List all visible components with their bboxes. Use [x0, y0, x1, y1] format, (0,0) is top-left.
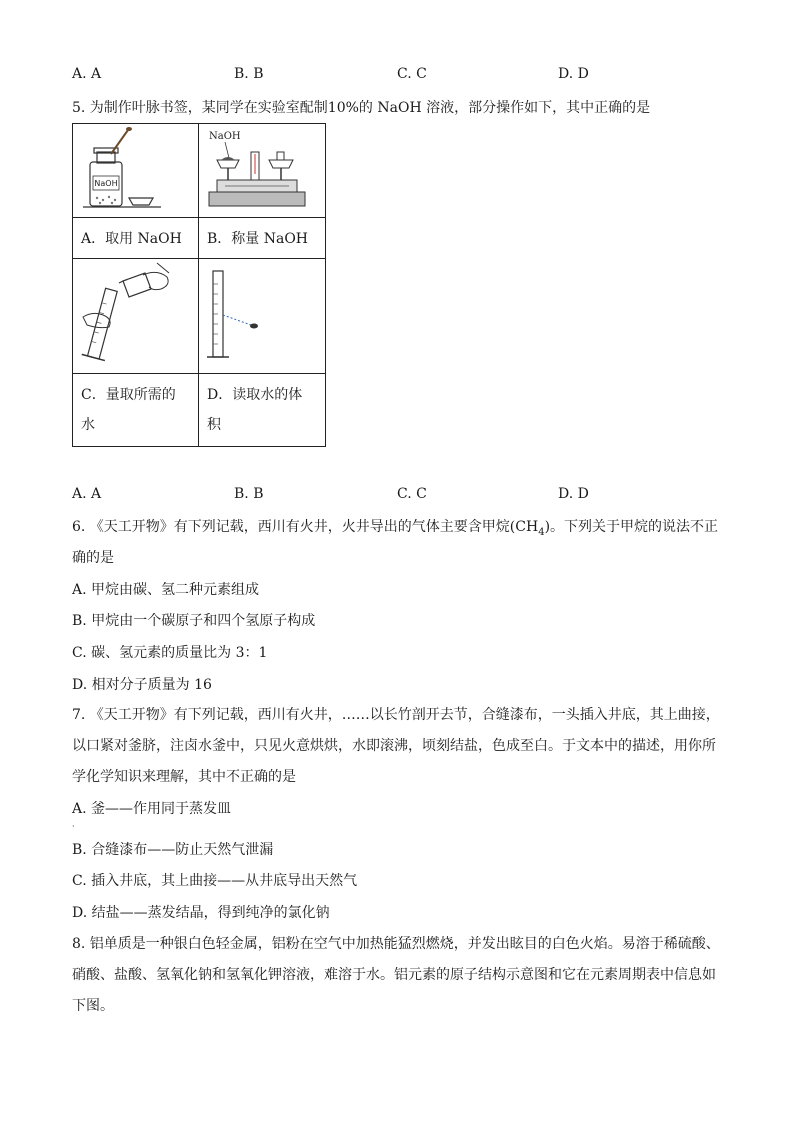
eye-icon: [250, 324, 258, 329]
q5-label-d-line2: 积: [207, 417, 221, 433]
q5-label-c: [73, 374, 199, 447]
q5-label-c-line1: C．量取所需的: [81, 387, 176, 403]
pouring-cylinder-icon: [73, 259, 190, 373]
q6-stem-line2: 确的是: [72, 550, 114, 566]
q5-label-d-line1: D．读取水的体: [207, 387, 303, 403]
q7-option-a: A. 釜——作用同于蒸发皿: [72, 801, 232, 817]
q6-stem-line1: [72, 517, 718, 543]
q5-label-b: B．称量 NaOH: [199, 218, 326, 259]
q5-image-c-cell: [73, 259, 199, 374]
q5-label-d: [199, 374, 326, 447]
q5-image-d-cell: [199, 259, 326, 374]
q6-option-a: A. 甲烷由碳、氢二种元素组成: [72, 582, 260, 598]
q5-image-a-cell: [73, 124, 199, 218]
bottle-label: NaOH: [94, 179, 118, 188]
q4-option-c: C. C: [397, 66, 427, 82]
q4-options: [72, 66, 732, 86]
q7-option-c: C. 插入井底，其上曲接——从井底导出天然气: [72, 873, 358, 889]
q7-stem-line2: 以口紧对釜脐，注卤水釜中，只见火意烘烘，水即滚沸，顷刻结盐，色成至白。于文本中的描述，用你所: [72, 738, 716, 754]
q6-option-d: D. 相对分子质量为 16: [72, 677, 212, 693]
q6-stem-post: )。下列关于甲烷的说法不正: [544, 519, 719, 535]
q4-option-d: D. D: [558, 66, 589, 82]
q5-options: [72, 486, 732, 506]
q5-label-c-line2: 水: [81, 417, 95, 433]
q5-image-b-cell: [199, 124, 326, 218]
reading-cylinder-icon: [199, 259, 317, 373]
balance-scale-icon: [199, 124, 317, 217]
q4-option-a: A. A: [72, 66, 102, 82]
emphasis-dot: ·: [72, 822, 75, 831]
q6-option-b: B. 甲烷由一个碳原子和四个氢原子构成: [72, 613, 316, 629]
q5-option-d: D. D: [558, 486, 589, 502]
balance-label: NaOH: [209, 131, 241, 142]
q6-option-c: C. 碳、氢元素的质量比为 3：1: [72, 645, 268, 661]
q8-stem-line1: 8. 铝单质是一种银白色轻金属，铝粉在空气中加热能猛烈燃烧，并发出眩目的白色火焰。易溶于稀硫酸、: [72, 936, 720, 952]
q7-option-d: D. 结盐——蒸发结晶，得到纯净的氯化钠: [72, 905, 330, 921]
q5-stem: 5. 为制作叶脉书签，某同学在实验室配制10%的 NaOH 溶液，部分操作如下，其中正确的是: [72, 100, 651, 116]
q5-option-a: A. A: [72, 486, 102, 502]
q6-stem-pre: 6. 《天工开物》有下列记载，西川有火井，火井导出的气体主要含甲烷(CH: [72, 519, 539, 535]
reagent-bottle-spoon-icon: [73, 124, 190, 217]
q6-stem-sub: 4: [538, 526, 545, 538]
q5-option-c: C. C: [397, 486, 427, 502]
q5-operations-table: [72, 123, 326, 447]
q7-stem-line3: 学化学知识来理解，其中不正确的是: [72, 769, 296, 785]
q8-stem-line2: 硝酸、盐酸、氢氧化钠和氢氧化钾溶液，难溶于水。铝元素的原子结构示意图和它在元素周期表中信息如: [72, 967, 716, 983]
q5-option-b: B. B: [234, 486, 264, 502]
q5-label-a: A．取用 NaOH: [73, 218, 199, 259]
q8-stem-line3: 下图。: [72, 998, 114, 1014]
q7-stem-line1: 7. 《天工开物》有下列记载，西川有火井，……以长竹剖开去节，合缝漆布，一头插入井底，其上曲接，: [72, 707, 720, 723]
q4-option-b: B. B: [234, 66, 264, 82]
q7-option-b: B. 合缝漆布——防止天然气泄漏: [72, 842, 274, 858]
